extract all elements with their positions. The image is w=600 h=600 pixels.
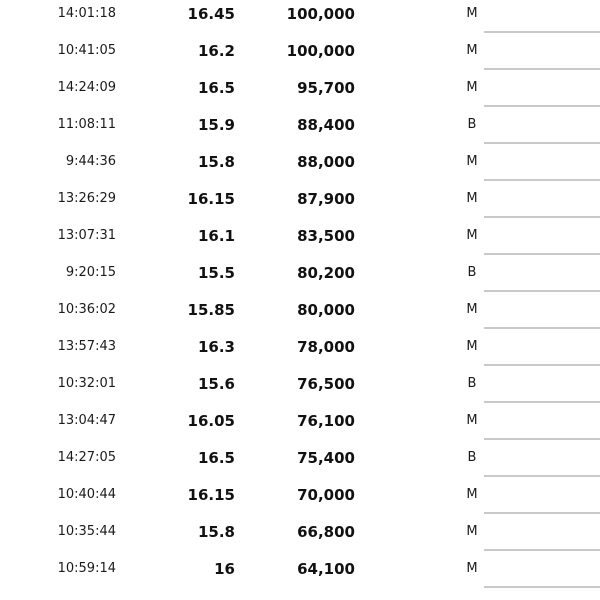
trade-type: B — [467, 265, 477, 280]
trade-volume: 95,700 — [297, 79, 355, 97]
table-row[interactable] — [0, 370, 600, 407]
trade-price: 15.6 — [197, 375, 235, 393]
trade-price: 15.85 — [187, 301, 235, 319]
trade-price: 16.15 — [187, 190, 235, 208]
trade-type: M — [466, 191, 478, 206]
row-divider — [484, 586, 600, 588]
trade-price: 15.8 — [197, 153, 235, 171]
trade-type: M — [466, 487, 478, 502]
table-row[interactable] — [0, 333, 600, 370]
table-row[interactable] — [0, 222, 600, 259]
trade-type: M — [466, 154, 478, 169]
trade-time: 11:08:11 — [57, 117, 116, 132]
trade-price: 16.5 — [197, 79, 235, 97]
trade-time: 14:01:18 — [57, 6, 116, 21]
row-divider — [484, 401, 600, 403]
trade-price: 16.5 — [197, 449, 235, 467]
trade-volume: 100,000 — [286, 5, 355, 23]
row-divider — [484, 475, 600, 477]
trade-time: 9:44:36 — [65, 154, 116, 169]
table-row[interactable] — [0, 407, 600, 444]
trade-volume: 76,500 — [297, 375, 355, 393]
table-row[interactable] — [0, 185, 600, 222]
trade-price: 15.5 — [197, 264, 235, 282]
trade-price: 15.9 — [197, 116, 235, 134]
trade-volume: 76,100 — [297, 412, 355, 430]
row-divider — [484, 327, 600, 329]
trade-time: 9:20:15 — [65, 265, 116, 280]
trade-volume: 64,100 — [297, 560, 355, 578]
trade-type: B — [467, 450, 477, 465]
table-row[interactable] — [0, 296, 600, 333]
trade-volume: 70,000 — [297, 486, 355, 504]
trade-type: M — [466, 524, 478, 539]
row-divider — [484, 142, 600, 144]
row-divider — [484, 179, 600, 181]
trade-price: 16.2 — [197, 42, 235, 60]
trade-volume: 87,900 — [297, 190, 355, 208]
trade-price: 16.45 — [187, 5, 235, 23]
trade-volume: 100,000 — [286, 42, 355, 60]
row-divider — [484, 364, 600, 366]
trade-time: 14:27:05 — [57, 450, 116, 465]
table-row[interactable] — [0, 74, 600, 111]
trade-price: 15.8 — [197, 523, 235, 541]
trade-type: M — [466, 228, 478, 243]
trade-volume: 80,000 — [297, 301, 355, 319]
trade-price: 16 — [214, 560, 235, 578]
trade-type: M — [466, 339, 478, 354]
table-row[interactable] — [0, 481, 600, 518]
table-row[interactable] — [0, 444, 600, 481]
trade-type: B — [467, 376, 477, 391]
trade-type: M — [466, 43, 478, 58]
trade-volume: 75,400 — [297, 449, 355, 467]
trade-type: B — [467, 117, 477, 132]
trade-volume: 88,400 — [297, 116, 355, 134]
row-divider — [484, 31, 600, 33]
row-divider — [484, 68, 600, 70]
trade-price: 16.15 — [187, 486, 235, 504]
trade-price: 16.05 — [187, 412, 235, 430]
row-divider — [484, 216, 600, 218]
trade-time: 13:57:43 — [57, 339, 116, 354]
trade-time: 10:35:44 — [57, 524, 116, 539]
table-row[interactable] — [0, 37, 600, 74]
table-row[interactable] — [0, 259, 600, 296]
trade-volume: 78,000 — [297, 338, 355, 356]
trade-volume: 88,000 — [297, 153, 355, 171]
trade-price: 16.1 — [197, 227, 235, 245]
trade-time: 10:32:01 — [57, 376, 116, 391]
trade-time: 13:07:31 — [57, 228, 116, 243]
row-divider — [484, 253, 600, 255]
table-row[interactable] — [0, 518, 600, 555]
trade-time: 10:36:02 — [57, 302, 116, 317]
row-divider — [484, 512, 600, 514]
table-row[interactable] — [0, 0, 600, 37]
table-row[interactable] — [0, 148, 600, 185]
row-divider — [484, 438, 600, 440]
table-row[interactable] — [0, 555, 600, 592]
trade-volume: 80,200 — [297, 264, 355, 282]
trade-type: M — [466, 6, 478, 21]
row-divider — [484, 549, 600, 551]
trade-time: 13:04:47 — [57, 413, 116, 428]
trade-time: 10:41:05 — [57, 43, 116, 58]
trade-time: 13:26:29 — [57, 191, 116, 206]
trade-type: M — [466, 561, 478, 576]
trade-time: 10:59:14 — [57, 561, 116, 576]
row-divider — [484, 290, 600, 292]
trade-time: 10:40:44 — [57, 487, 116, 502]
trade-type: M — [466, 80, 478, 95]
trade-time: 14:24:09 — [57, 80, 116, 95]
trade-volume: 66,800 — [297, 523, 355, 541]
trade-type: M — [466, 302, 478, 317]
row-divider — [484, 105, 600, 107]
trade-type: M — [466, 413, 478, 428]
table-row[interactable] — [0, 111, 600, 148]
trade-price: 16.3 — [197, 338, 235, 356]
trade-volume: 83,500 — [297, 227, 355, 245]
